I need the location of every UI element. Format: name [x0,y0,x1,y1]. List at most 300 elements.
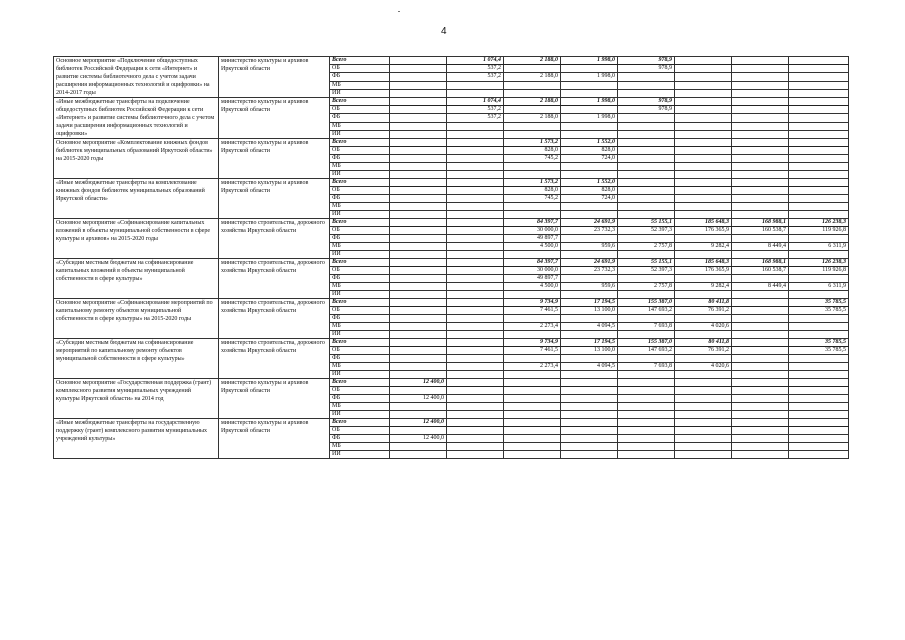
amount-cell [561,251,618,259]
funding-source: ОБ [330,347,390,355]
amount-cell [732,155,789,163]
amount-cell: 2 188,0 [504,73,561,81]
activity-name: Основное мероприятие «Софинансирование мероприятий по капитальному ремонту объектов муниципальной собственности в сфере культуры» на 2015-2020 годы [54,299,219,339]
amount-cell [789,251,849,259]
amount-cell [390,363,447,371]
amount-cell [618,435,675,443]
funding-source: ОБ [330,307,390,315]
amount-cell [789,98,849,106]
amount-cell [504,65,561,73]
amount-cell [390,195,447,203]
funding-source: ОБ [330,147,390,155]
amount-cell [447,307,504,315]
amount-cell [732,65,789,73]
table-row [54,339,849,347]
amount-cell [789,195,849,203]
funding-source: ФБ [330,355,390,363]
amount-cell [390,122,447,130]
amount-cell: 9 282,4 [675,243,732,251]
amount-cell [447,411,504,419]
amount-cell [504,355,561,363]
amount-cell: 4 020,6 [675,323,732,331]
funding-source: ИИ [330,211,390,219]
funding-source: ОБ [330,227,390,235]
budget-table [53,56,849,459]
amount-cell [732,98,789,106]
amount-cell [789,235,849,243]
amount-cell [618,211,675,219]
amount-cell [618,73,675,81]
amount-cell: 2 188,0 [504,114,561,122]
amount-cell [675,73,732,81]
amount-cell: 978,9 [618,65,675,73]
amount-cell [789,122,849,130]
funding-source: МБ [330,283,390,291]
amount-cell [675,106,732,114]
amount-cell [390,179,447,187]
amount-cell [675,235,732,243]
amount-cell [447,299,504,307]
amount-cell: 1 074,4 [447,98,504,106]
amount-cell: 168 988,1 [732,219,789,227]
amount-cell [789,163,849,171]
amount-cell: 12 400,0 [390,395,447,403]
amount-cell [789,315,849,323]
amount-cell [618,155,675,163]
amount-cell: 2 188,0 [504,57,561,65]
amount-cell [618,411,675,419]
amount-cell [447,130,504,138]
amount-cell: 55 155,1 [618,259,675,267]
amount-cell: 24 691,9 [561,259,618,267]
amount-cell: 978,9 [618,106,675,114]
amount-cell: 537,2 [447,106,504,114]
funding-source: МБ [330,323,390,331]
amount-cell [390,203,447,211]
amount-cell [618,355,675,363]
amount-cell [504,81,561,89]
table-row [54,139,849,147]
amount-cell [732,275,789,283]
amount-cell [732,171,789,179]
amount-cell [390,65,447,73]
table-row [54,299,849,307]
amount-cell [675,98,732,106]
amount-cell [789,291,849,299]
amount-cell [504,395,561,403]
amount-cell [561,130,618,138]
amount-cell [561,443,618,451]
amount-cell [447,139,504,147]
activity-name: Основное мероприятие «Подключение общедоступных библиотек Российской Федерации к сети «Интернет» и развитие системы библиотечного дела с учетом задачи расширения информационных технологий и оцифровки» на 2014-2017 годы [54,57,219,98]
amount-cell [732,195,789,203]
amount-cell: 17 194,5 [561,299,618,307]
amount-cell [504,451,561,459]
amount-cell [732,347,789,355]
amount-cell: 1 998,0 [561,73,618,81]
amount-cell: 537,2 [447,73,504,81]
amount-cell [732,411,789,419]
amount-cell: 2 757,8 [618,283,675,291]
amount-cell [390,114,447,122]
amount-cell: 8 449,4 [732,283,789,291]
amount-cell [447,403,504,411]
amount-cell: 4 094,5 [561,363,618,371]
funding-source: ОБ [330,106,390,114]
amount-cell [618,235,675,243]
amount-cell [447,227,504,235]
amount-cell [504,171,561,179]
amount-cell: 55 155,1 [618,219,675,227]
amount-cell: 1 998,0 [561,114,618,122]
amount-cell [732,443,789,451]
amount-cell: 17 194,5 [561,339,618,347]
amount-cell: 76 391,2 [675,307,732,315]
amount-cell [561,235,618,243]
amount-cell [789,427,849,435]
amount-cell [732,291,789,299]
funding-source: ФБ [330,73,390,81]
amount-cell [675,211,732,219]
amount-cell [618,122,675,130]
amount-cell: 537,2 [447,65,504,73]
amount-cell [561,291,618,299]
funding-source: МБ [330,203,390,211]
amount-cell [561,411,618,419]
amount-cell [447,267,504,275]
amount-cell [390,171,447,179]
amount-cell [447,323,504,331]
amount-cell [732,251,789,259]
funding-source: ФБ [330,435,390,443]
amount-cell [447,339,504,347]
amount-cell [561,89,618,97]
amount-cell [618,443,675,451]
amount-cell [447,163,504,171]
amount-cell: 52 397,3 [618,267,675,275]
amount-cell [561,379,618,387]
amount-cell [390,299,447,307]
amount-cell [561,122,618,130]
amount-cell [789,147,849,155]
amount-cell [618,387,675,395]
amount-cell [732,73,789,81]
amount-cell [390,139,447,147]
amount-cell [732,307,789,315]
funding-source: ИИ [330,89,390,97]
amount-cell [561,211,618,219]
amount-cell [504,419,561,427]
amount-cell [447,331,504,339]
funding-source: Всего [330,179,390,187]
amount-cell [504,435,561,443]
amount-cell [447,243,504,251]
funding-source: МБ [330,363,390,371]
amount-cell: 828,0 [561,147,618,155]
amount-cell [618,171,675,179]
amount-cell [390,387,447,395]
activity-name: Основное мероприятие «Софинансирование капитальных вложений в объекты муниципальной собственности в сфере культуры и архивов» на 2015-2020 годы [54,219,219,259]
amount-cell [618,379,675,387]
amount-cell [561,395,618,403]
amount-cell [504,89,561,97]
amount-cell [789,179,849,187]
amount-cell: 9 734,9 [504,339,561,347]
amount-cell [504,387,561,395]
amount-cell [675,411,732,419]
funding-source: ФБ [330,315,390,323]
amount-cell [732,419,789,427]
amount-cell [732,363,789,371]
funding-source: Всего [330,339,390,347]
amount-cell [390,275,447,283]
amount-cell [732,451,789,459]
funding-source: ИИ [330,371,390,379]
funding-source: МБ [330,443,390,451]
amount-cell [561,203,618,211]
amount-cell [447,451,504,459]
amount-cell [561,315,618,323]
amount-cell [675,251,732,259]
amount-cell: 35 785,5 [789,299,849,307]
amount-cell [504,251,561,259]
amount-cell: 9 282,4 [675,283,732,291]
amount-cell [390,187,447,195]
amount-cell: 1 552,0 [561,179,618,187]
amount-cell [390,315,447,323]
amount-cell [504,130,561,138]
amount-cell: 12 400,0 [390,419,447,427]
amount-cell [675,451,732,459]
amount-cell [390,283,447,291]
amount-cell [732,371,789,379]
amount-cell [789,323,849,331]
amount-cell: 185 648,3 [675,259,732,267]
amount-cell [732,139,789,147]
amount-cell [675,275,732,283]
amount-cell: 155 387,0 [618,339,675,347]
executor-name: министерство культуры и архивов Иркутской области [219,179,330,219]
amount-cell: 76 391,2 [675,347,732,355]
amount-cell [732,211,789,219]
amount-cell [789,106,849,114]
table-row [54,57,849,65]
amount-cell: 1 573,2 [504,179,561,187]
amount-cell [390,235,447,243]
amount-cell [675,139,732,147]
amount-cell [732,403,789,411]
amount-cell [675,89,732,97]
amount-cell [789,57,849,65]
amount-cell: 7 693,8 [618,363,675,371]
amount-cell [732,147,789,155]
amount-cell [675,379,732,387]
amount-cell [675,114,732,122]
amount-cell [618,130,675,138]
amount-cell [789,403,849,411]
amount-cell [618,203,675,211]
amount-cell [789,203,849,211]
amount-cell: 160 538,7 [732,227,789,235]
funding-source: Всего [330,219,390,227]
amount-cell: 49 897,7 [504,235,561,243]
amount-cell [447,291,504,299]
executor-name: министерство культуры и архивов Иркутской области [219,98,330,139]
table-row [54,219,849,227]
amount-cell: 119 926,8 [789,267,849,275]
amount-cell [618,81,675,89]
amount-cell: 537,2 [447,114,504,122]
amount-cell [447,171,504,179]
funding-source: МБ [330,163,390,171]
amount-cell: 147 693,2 [618,307,675,315]
amount-cell: 745,2 [504,195,561,203]
funding-source: Всего [330,259,390,267]
amount-cell [504,122,561,130]
amount-cell [618,114,675,122]
amount-cell: 1 552,0 [561,139,618,147]
amount-cell [390,155,447,163]
amount-cell [447,443,504,451]
amount-cell: 35 785,5 [789,339,849,347]
funding-source: ИИ [330,411,390,419]
activity-name: «Иные межбюджетные трансферты на государственную поддержку (грант) комплексного развития муниципальных учреждений культуры» [54,419,219,459]
amount-cell [390,291,447,299]
amount-cell [618,315,675,323]
amount-cell [732,323,789,331]
amount-cell [618,371,675,379]
amount-cell: 126 238,3 [789,259,849,267]
funding-source: ИИ [330,251,390,259]
amount-cell: 23 732,3 [561,227,618,235]
amount-cell: 49 897,7 [504,275,561,283]
funding-source: ФБ [330,395,390,403]
amount-cell [447,419,504,427]
amount-cell: 6 311,9 [789,243,849,251]
amount-cell: 724,0 [561,155,618,163]
amount-cell [447,435,504,443]
amount-cell [390,89,447,97]
amount-cell [447,427,504,435]
amount-cell [789,65,849,73]
amount-cell [789,139,849,147]
amount-cell [447,259,504,267]
amount-cell [732,427,789,435]
scan-speck [398,11,400,12]
amount-cell: 6 311,9 [789,283,849,291]
amount-cell [447,363,504,371]
amount-cell [390,147,447,155]
amount-cell [675,403,732,411]
amount-cell [561,403,618,411]
amount-cell: 828,0 [561,187,618,195]
funding-source: ФБ [330,155,390,163]
amount-cell [447,371,504,379]
amount-cell [390,371,447,379]
amount-cell [732,163,789,171]
funding-source: Всего [330,57,390,65]
amount-cell [732,203,789,211]
amount-cell [447,275,504,283]
amount-cell [675,179,732,187]
amount-cell [561,331,618,339]
amount-cell [789,435,849,443]
amount-cell [732,89,789,97]
amount-cell [390,211,447,219]
amount-cell [390,219,447,227]
amount-cell [789,363,849,371]
amount-cell: 828,0 [504,147,561,155]
amount-cell [675,443,732,451]
amount-cell [618,275,675,283]
amount-cell [732,179,789,187]
amount-cell: 12 400,0 [390,379,447,387]
amount-cell [504,371,561,379]
amount-cell [390,339,447,347]
amount-cell [447,395,504,403]
amount-cell: 147 693,2 [618,347,675,355]
amount-cell [561,419,618,427]
amount-cell [675,163,732,171]
amount-cell [789,81,849,89]
amount-cell [561,106,618,114]
amount-cell [390,57,447,65]
funding-source: Всего [330,419,390,427]
amount-cell [675,122,732,130]
amount-cell: 185 648,3 [675,219,732,227]
amount-cell: 745,2 [504,155,561,163]
amount-cell [675,435,732,443]
amount-cell: 2 273,4 [504,363,561,371]
amount-cell: 155 387,0 [618,299,675,307]
amount-cell [618,147,675,155]
amount-cell [789,443,849,451]
amount-cell [504,106,561,114]
amount-cell: 30 000,0 [504,267,561,275]
executor-name: министерство культуры и архивов Иркутской области [219,139,330,179]
amount-cell [447,251,504,259]
amount-cell [618,251,675,259]
amount-cell [504,403,561,411]
amount-cell [618,179,675,187]
funding-source: МБ [330,122,390,130]
amount-cell [675,81,732,89]
funding-source: ОБ [330,65,390,73]
amount-cell: 160 538,7 [732,267,789,275]
amount-cell [390,451,447,459]
amount-cell [675,315,732,323]
amount-cell [390,267,447,275]
amount-cell: 4 094,5 [561,323,618,331]
amount-cell [789,187,849,195]
amount-cell: 84 397,7 [504,219,561,227]
amount-cell: 35 785,5 [789,347,849,355]
funding-source: ОБ [330,187,390,195]
amount-cell: 4 500,0 [504,283,561,291]
amount-cell [675,203,732,211]
amount-cell [789,395,849,403]
amount-cell [390,98,447,106]
amount-cell [447,387,504,395]
amount-cell [789,419,849,427]
amount-cell [447,122,504,130]
activity-name: «Субсидии местным бюджетам на софинансирование мероприятий по капитальному ремонту объектов муниципальной собственности в сфере культуры» [54,339,219,379]
amount-cell [618,451,675,459]
amount-cell [789,379,849,387]
amount-cell [675,155,732,163]
amount-cell [390,355,447,363]
amount-cell [447,155,504,163]
